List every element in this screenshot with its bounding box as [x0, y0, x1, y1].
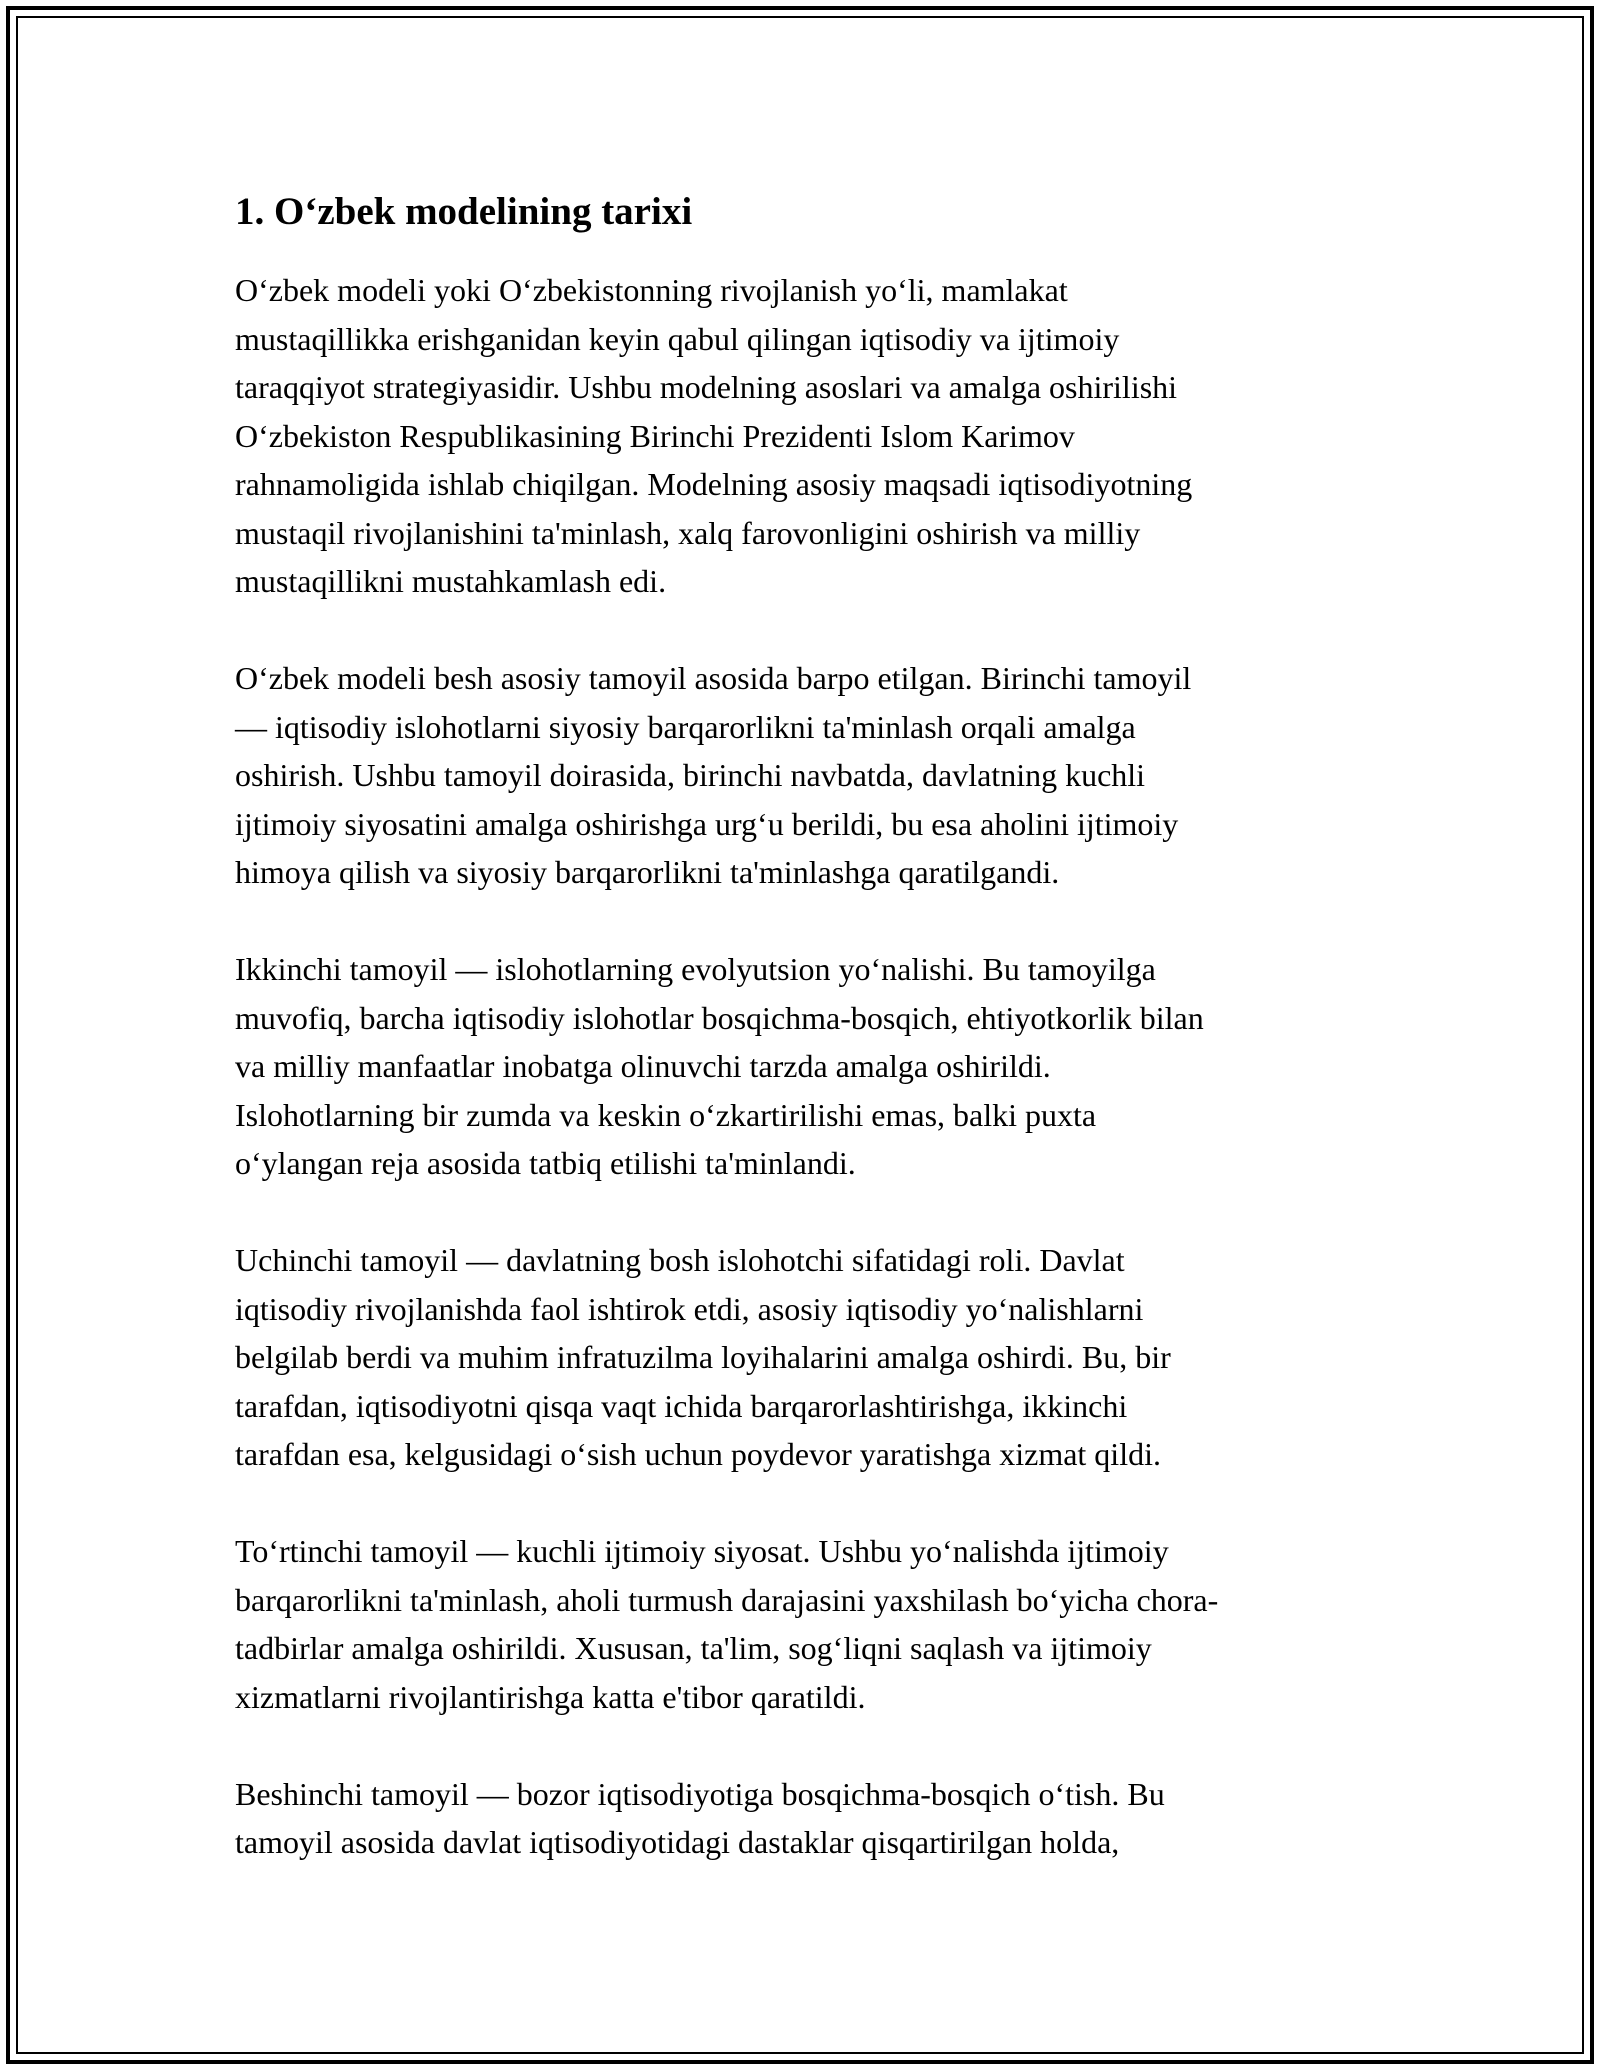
paragraph-third-principle: Uchinchi tamoyil — davlatning bosh islohotchi sifatidagi roli. Davlat iqtisodiy rivojlanishda faol ishtirok etdi, asosiy iqtisodiy yoʻnalishlarni belgilab berdi va muhim infratuzilma loyihalarini amalga oshirdi. Bu, bir tarafdan, iqtisodiyotni qisqa vaqt ichida barqarorlashtirishga, ikkinchi tarafdan esa, kelgusidagi oʻsish uchun poydevor yaratishga xizmat qildi.: [235, 1242, 1171, 1472]
paragraph-second-principle: Ikkinchi tamoyil — islohotlarning evolyutsion yoʻnalishi. Bu tamoyilga muvofiq, barcha iqtisodiy islohotlar bosqichma-bosqich, ehtiyotkorlik bilan va milliy manfaatlar inobatga olinuvchi tarzda amalga oshirildi. Islohotlarning bir zumda va keskin oʻzkartirilishi emas, balki puxta oʻylangan reja asosida tatbiq etilishi ta'minlandi.: [235, 951, 1204, 1181]
paragraph-principles-first: Oʻzbek modeli besh asosiy tamoyil asosida barpo etilgan. Birinchi tamoyil — iqtisodiy islohotlarni siyosiy barqarorlikni ta'minlash orqali amalga oshirish. Ushbu tamoyil doirasida, birinchi navbatda, davlatning kuchli ijtimoiy siyosatini amalga oshirishga urgʻu berildi, bu esa aholini ijtimoiy himoya qilish va siyosiy barqarorlikni ta'minlashga qaratilgandi.: [235, 660, 1192, 890]
paragraph-fifth-principle: Beshinchi tamoyil — bozor iqtisodiyotiga bosqichma-bosqich oʻtish. Bu tamoyil asosida davlat iqtisodiyotidagi dastaklar qisqartirilgan holda,: [235, 1775, 1165, 1860]
section-heading: 1. Oʻzbek modelining tarixi: [235, 190, 693, 233]
paragraph-fourth-principle: Toʻrtinchi tamoyil — kuchli ijtimoiy siyosat. Ushbu yoʻnalishda ijtimoiy barqarorlikni ta'minlash, aholi turmush darajasini yaxshilash boʻyicha chora- tadbirlar amalga oshirildi. Xususan, ta'lim, sogʻliqni saqlash va ijtimoiy xizmatlarni rivojlantirishga katta e'tibor qaratildi.: [235, 1533, 1219, 1715]
paragraph-intro: Oʻzbek modeli yoki Oʻzbekistonning rivojlanish yoʻli, mamlakat mustaqillikka erishganidan keyin qabul qilingan iqtisodiy va ijtimoiy taraqqiyot strategiyasidir. Ushbu modelning asoslari va amalga oshirilishi Oʻzbekiston Respublikasining Birinchi Prezidenti Islom Karimov rahnamoligida ishlab chiqilgan. Modelning asosiy maqsadi iqtisodiyotning mustaqil rivojlanishini ta'minlash, xalq farovonligini oshirish va milliy mustaqillikni mustahkamlash edi.: [235, 272, 1193, 599]
document-body: [235, 186, 1367, 1915]
